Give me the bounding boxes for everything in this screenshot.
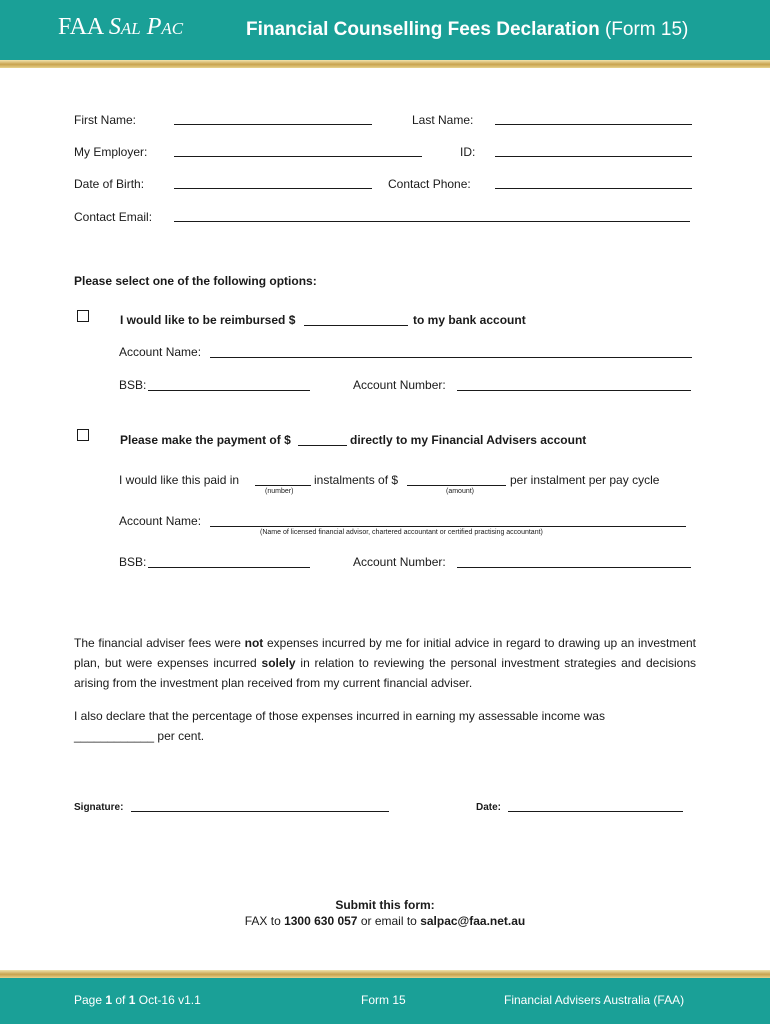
- date-label: Date:: [476, 802, 502, 813]
- header-gold-stripe: [0, 60, 770, 68]
- declaration-paragraph-2: [74, 706, 696, 746]
- option2-checkbox[interactable]: [77, 429, 89, 441]
- submit-heading: Submit this form:: [335, 898, 435, 912]
- version-text: Oct-16 v1.1: [135, 993, 201, 1007]
- id-label: ID:: [460, 145, 476, 159]
- employer-field[interactable]: [174, 156, 422, 157]
- submit-instructions: [0, 914, 770, 928]
- per-instalment-text: per instalment per pay cycle: [510, 473, 660, 487]
- title-bold: Financial Counselling Fees Declaration: [246, 19, 600, 40]
- option1-account-number-label: Account Number:: [353, 378, 446, 392]
- account-name-hint: (Name of licensed financial advisor, chartered accountant or certified practising accountant): [260, 529, 543, 536]
- last-name-label: Last Name:: [412, 113, 474, 127]
- option1-account-name-label: Account Name:: [119, 345, 202, 359]
- percentage-field[interactable]: ____________: [74, 729, 155, 743]
- email-label: Contact Email:: [74, 210, 153, 224]
- option2-account-number-field[interactable]: [457, 567, 691, 568]
- decl-p1-solely: solely: [261, 656, 296, 670]
- signature-label: Signature:: [74, 802, 124, 813]
- first-name-label: First Name:: [74, 113, 137, 127]
- fax-prefix: FAX to: [244, 914, 285, 928]
- option2-account-name-field[interactable]: [210, 526, 686, 527]
- phone-field[interactable]: [495, 188, 692, 189]
- instalment-amount-field[interactable]: [407, 485, 506, 486]
- decl-p1-a: The financial adviser fees were: [74, 636, 245, 650]
- paid-in-text: I would like this paid in: [119, 473, 240, 487]
- page-total: 1: [128, 993, 136, 1007]
- email-field[interactable]: [174, 221, 690, 222]
- signature-field[interactable]: [131, 811, 389, 812]
- option2-text-b: directly to my Financial Advisers account: [350, 433, 587, 447]
- option1-account-number-field[interactable]: [457, 390, 691, 391]
- option1-account-name-field[interactable]: [210, 357, 692, 358]
- employer-label: My Employer:: [74, 145, 148, 159]
- page-title: [246, 19, 688, 41]
- dob-label: Date of Birth:: [74, 177, 145, 191]
- declaration-paragraph-1: [74, 633, 696, 693]
- email-prefix: or email to: [357, 914, 421, 928]
- decl-p1-c: in relation to reviewing the personal investment strategies and decisions arising from the investment plan received from my current financial adviser.: [74, 656, 697, 690]
- instalments-text: instalments of $: [314, 473, 399, 487]
- payment-amount-field[interactable]: [298, 445, 347, 446]
- dob-field[interactable]: [174, 188, 372, 189]
- reimburse-amount-field[interactable]: [304, 325, 408, 326]
- number-hint: (number): [265, 488, 294, 495]
- option1-bsb-label: BSB:: [119, 378, 147, 392]
- id-field[interactable]: [495, 156, 692, 157]
- options-heading: Please select one of the following options:: [74, 274, 317, 288]
- last-name-field[interactable]: [495, 124, 692, 125]
- option2-text-a: Please make the payment of $: [120, 433, 291, 447]
- option1-checkbox[interactable]: [77, 310, 89, 322]
- page-info: [74, 993, 201, 1007]
- title-rest: (Form 15): [604, 19, 689, 40]
- logo-sub: Sal Pac: [108, 14, 184, 40]
- option2-bsb-field[interactable]: [148, 567, 310, 568]
- amount-hint: (amount): [446, 488, 475, 495]
- decl-p2-b: per cent.: [154, 729, 205, 743]
- fax-number: 1300 630 057: [284, 914, 358, 928]
- footer-gold-stripe: [0, 970, 770, 978]
- date-field[interactable]: [508, 811, 683, 812]
- page-number: 1: [105, 993, 113, 1007]
- option1-text-a: I would like to be reimbursed $: [120, 313, 296, 327]
- decl-p1-not: not: [244, 636, 264, 650]
- option1-text-b: to my bank account: [413, 313, 526, 327]
- decl-p1-b: expenses incurred by me for initial advice in regard to drawing up an investment plan, but were expenses incurred: [74, 636, 697, 670]
- logo-main: FAA: [58, 14, 103, 40]
- faa-logo: [58, 14, 183, 41]
- footer-form: Form 15: [361, 993, 406, 1007]
- first-name-field[interactable]: [174, 124, 372, 125]
- decl-p2-a: I also declare that the percentage of those expenses incurred in earning my assessable income was: [74, 709, 605, 723]
- submit-email-link[interactable]: salpac@faa.net.au: [420, 914, 526, 928]
- option2-bsb-label: BSB:: [119, 555, 147, 569]
- instalment-number-field[interactable]: [255, 485, 311, 486]
- page-word: Page: [74, 993, 106, 1007]
- of-word: of: [112, 993, 129, 1007]
- header-bar: [0, 0, 770, 60]
- phone-label: Contact Phone:: [388, 177, 471, 191]
- option2-account-name-label: Account Name:: [119, 514, 202, 528]
- footer-org: Financial Advisers Australia (FAA): [504, 993, 685, 1007]
- option2-account-number-label: Account Number:: [353, 555, 446, 569]
- option1-bsb-field[interactable]: [148, 390, 310, 391]
